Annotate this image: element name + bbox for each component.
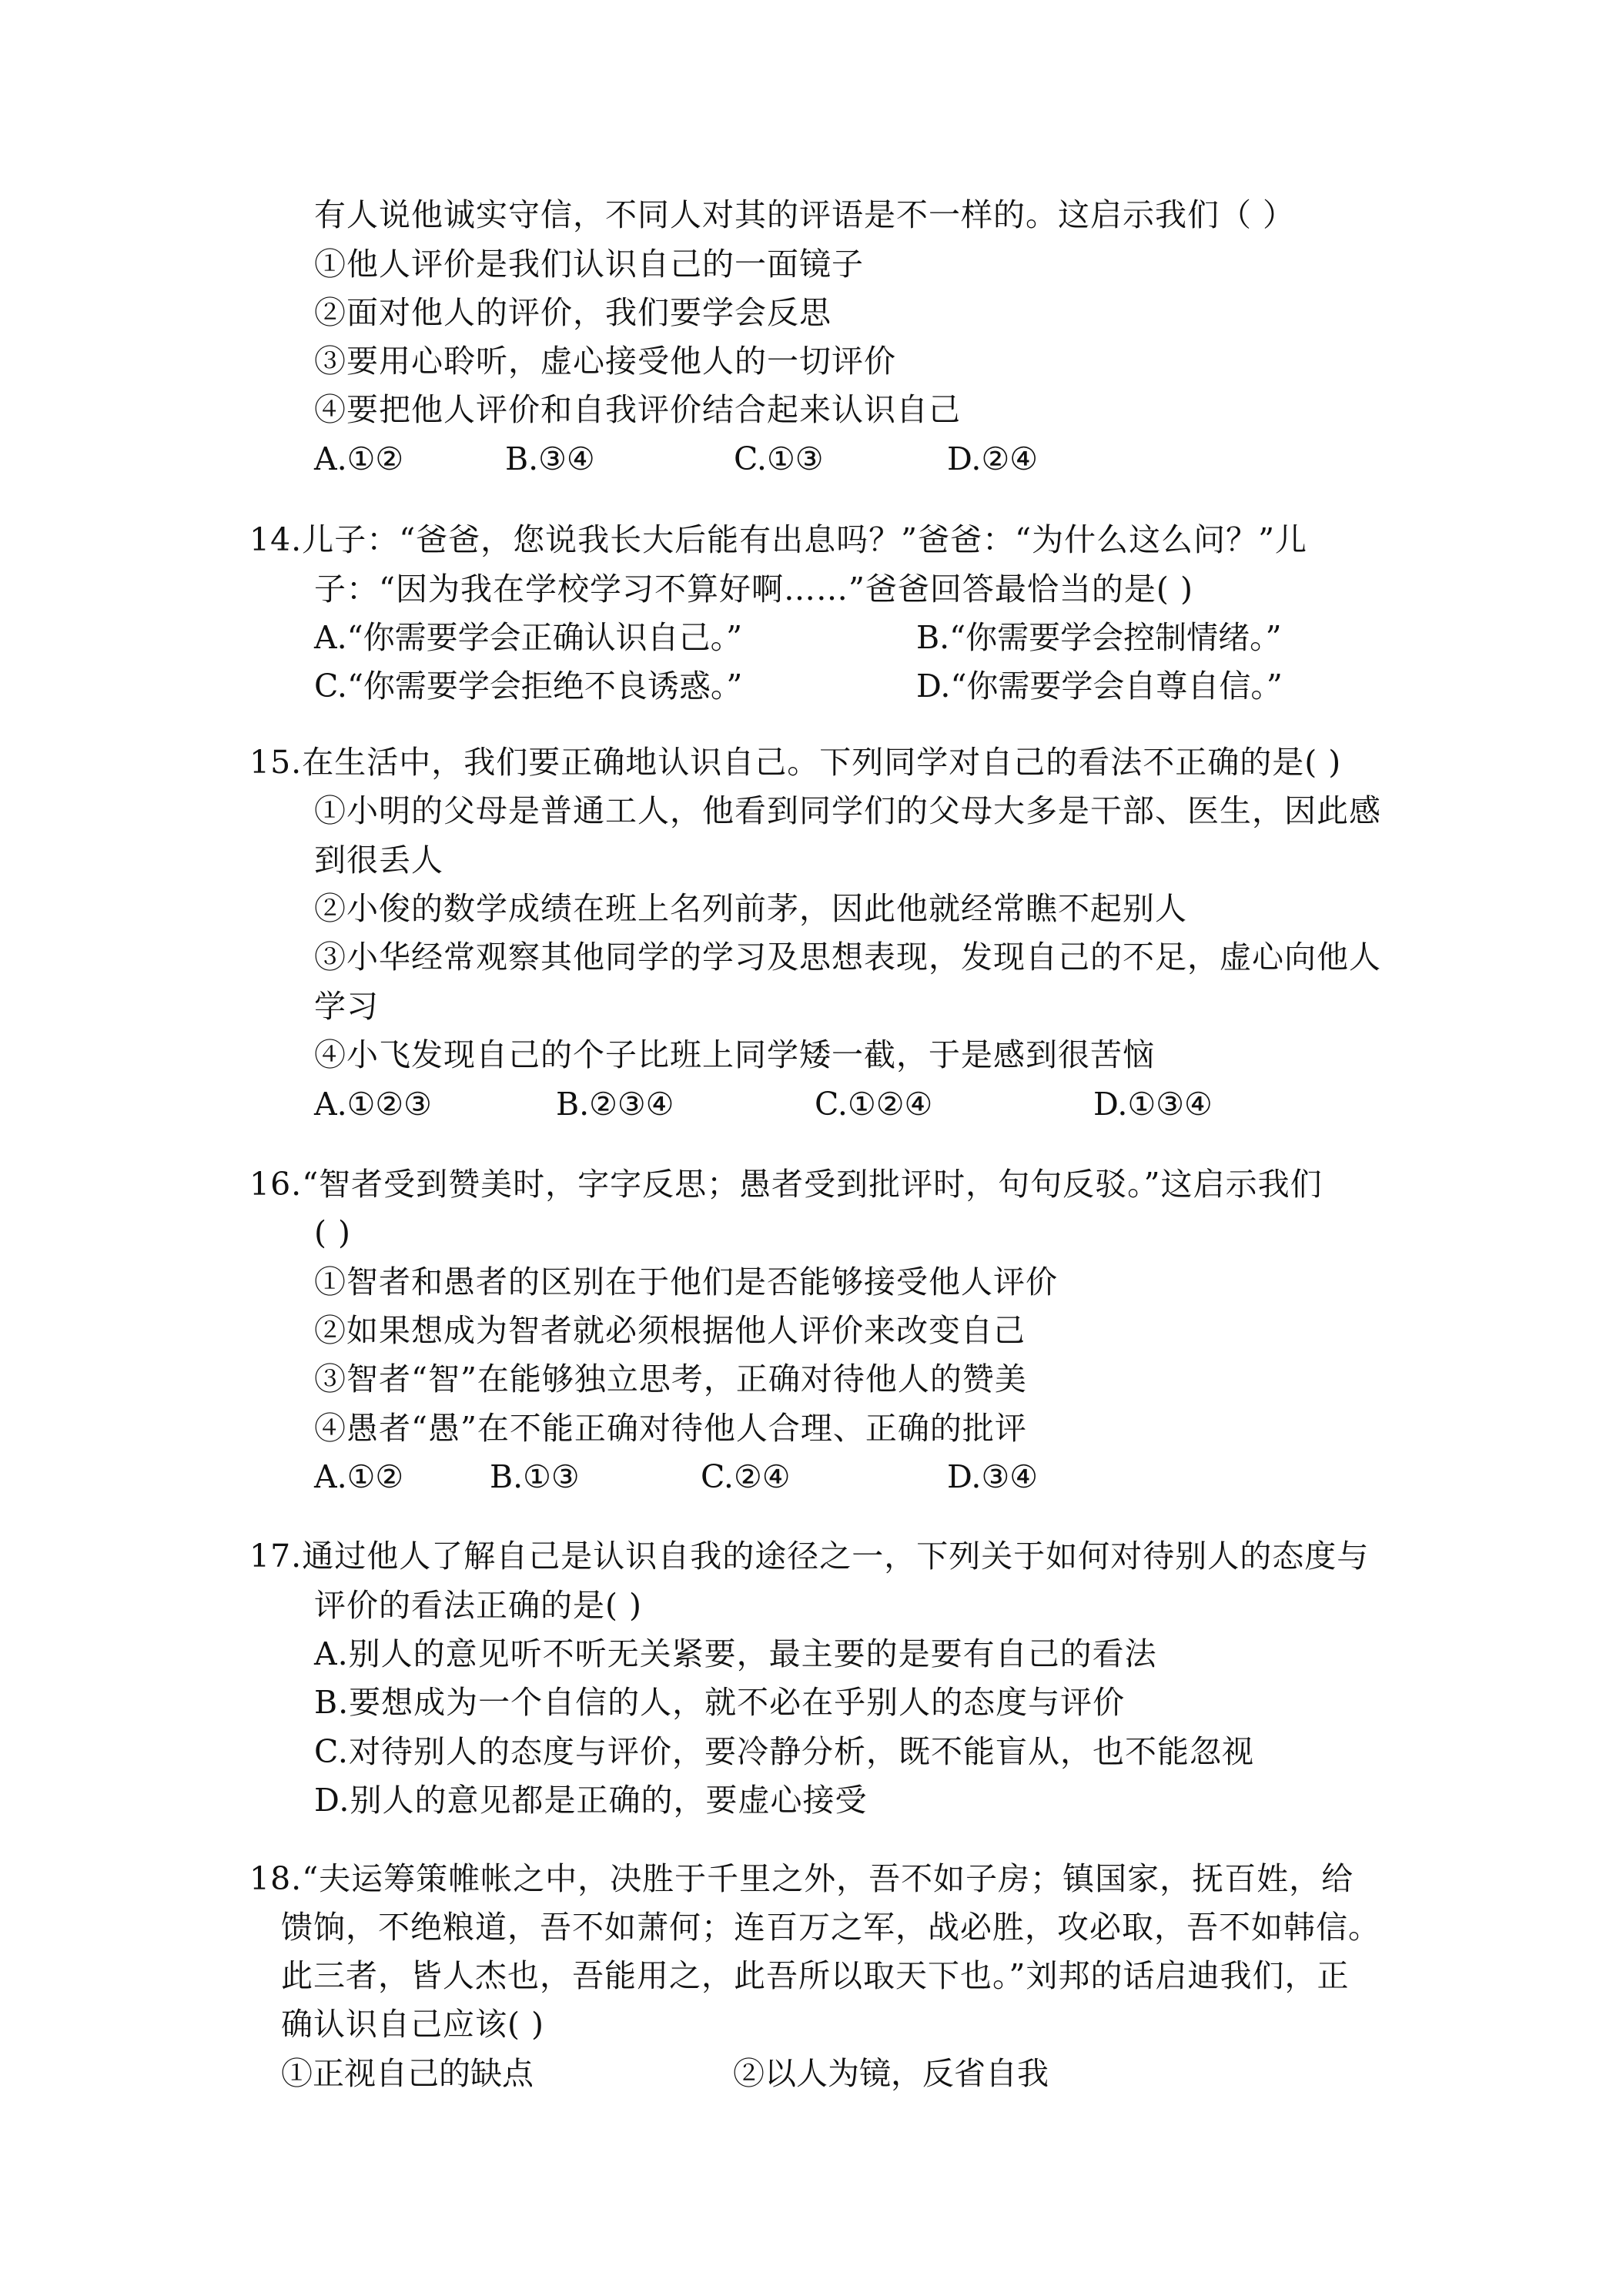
q16-statement-3: ③智者“智”在能够独立思考，正确对待他人的赞美 — [314, 1361, 1027, 1397]
q16-stem-line-1: 16.“智者受到赞美时，字字反思；愚者受到批评时，句句反驳。”这启示我们 — [249, 1166, 1323, 1203]
q18-stem-line-3: 此三者，皆人杰也，吾能用之，此吾所以取天下也。”刘邦的话启迪我们，正 — [281, 1957, 1350, 1994]
q14-stem-line-2: 子：“因为我在学校学习不算好啊……”爸爸回答最恰当的是( ) — [314, 571, 1193, 607]
q18-statement-1: ①正视自己的缺点 — [281, 2055, 534, 2092]
q15-option-c: C.①②④ — [815, 1086, 933, 1123]
q16-option-d: D.③④ — [947, 1458, 1038, 1495]
q13-statement-1: ①他人评价是我们认识自己的一面镜子 — [314, 246, 864, 283]
q17-option-c: C.对待别人的态度与评价，要冷静分析，既不能盲从，也不能忽视 — [314, 1733, 1254, 1770]
q14-option-d: D.“你需要学会自尊自信。” — [916, 668, 1283, 705]
q13-statement-3: ③要用心聆听，虚心接受他人的一切评价 — [314, 343, 896, 380]
q18-stem-line-4: 确认识自己应该( ) — [281, 2006, 545, 2043]
q16-statement-4: ④愚者“愚”在不能正确对待他人合理、正确的批评 — [314, 1410, 1027, 1447]
q14-option-a: A.“你需要学会正确认识自己。” — [314, 619, 743, 656]
q15-statement-3b: 学习 — [314, 988, 379, 1025]
q15-option-d: D.①③④ — [1093, 1086, 1213, 1123]
q15-option-b: B.②③④ — [556, 1086, 674, 1123]
q17-option-d: D.别人的意见都是正确的，要虚心接受 — [314, 1782, 868, 1819]
q16-statement-2: ②如果想成为智者就必须根据他人评价来改变自己 — [314, 1312, 1026, 1349]
q13-statement-4: ④要把他人评价和自我评价结合起来认识自己 — [314, 391, 961, 428]
q14-option-c: C.“你需要学会拒绝不良诱惑。” — [314, 668, 743, 705]
q17-option-a: A.别人的意见听不听无关紧要，最主要的是要有自己的看法 — [314, 1635, 1157, 1672]
q18-statement-2: ②以人为镜，反省自我 — [733, 2055, 1049, 2092]
q15-statement-3a: ③小华经常观察其他同学的学习及思想表现，发现自己的不足，虚心向他人 — [314, 939, 1381, 976]
q16-statement-1: ①智者和愚者的区别在于他们是否能够接受他人评价 — [314, 1263, 1058, 1300]
q18-stem-line-1: 18.“夫运筹策帷帐之中，决胜于千里之外，吾不如子房；镇国家，抚百姓，给 — [249, 1860, 1354, 1897]
q16-option-b: B.①③ — [490, 1458, 580, 1495]
q13-statement-2: ②面对他人的评价，我们要学会反思 — [314, 294, 832, 331]
q13-stem-line: 有人说他诚实守信，不同人对其的评语是不一样的。这启示我们（ ） — [314, 196, 1296, 233]
q17-stem-line-1: 17.通过他人了解自己是认识自我的途径之一，下列关于如何对待别人的态度与 — [249, 1538, 1370, 1575]
q15-statement-4: ④小飞发现自己的个子比班上同学矮一截，于是感到很苦恼 — [314, 1036, 1155, 1073]
q15-statement-1a: ①小明的父母是普通工人，他看到同学们的父母大多是干部、医生，因此感 — [314, 792, 1381, 829]
q13-option-d: D.②④ — [947, 440, 1038, 477]
q15-statement-1b: 到很丢人 — [314, 842, 443, 879]
q15-statement-2: ②小俊的数学成绩在班上名列前茅，因此他就经常瞧不起别人 — [314, 890, 1187, 927]
q17-stem-line-2: 评价的看法正确的是( ) — [314, 1587, 643, 1624]
q13-option-a: A.①② — [314, 440, 404, 477]
q15-option-a: A.①②③ — [314, 1086, 432, 1123]
q18-stem-line-2: 馈饷，不绝粮道，吾不如萧何；连百万之军，战必胜，攻必取，吾不如韩信。 — [281, 1909, 1380, 1946]
q16-option-a: A.①② — [314, 1458, 404, 1495]
q13-option-b: B.③④ — [505, 440, 595, 477]
q14-stem-line-1: 14.儿子：“爸爸，您说我长大后能有出息吗？”爸爸：“为什么这么问？”儿 — [249, 521, 1308, 558]
q13-option-c: C.①③ — [734, 440, 824, 477]
q16-option-c: C.②④ — [701, 1458, 791, 1495]
q15-stem-line: 15.在生活中，我们要正确地认识自己。下列同学对自己的看法不正确的是( ) — [249, 744, 1342, 781]
q17-option-b: B.要想成为一个自信的人，就不必在乎别人的态度与评价 — [314, 1684, 1126, 1721]
q14-option-b: B.“你需要学会控制情绪。” — [916, 619, 1282, 656]
q16-stem-line-2: ( ) — [314, 1214, 352, 1251]
